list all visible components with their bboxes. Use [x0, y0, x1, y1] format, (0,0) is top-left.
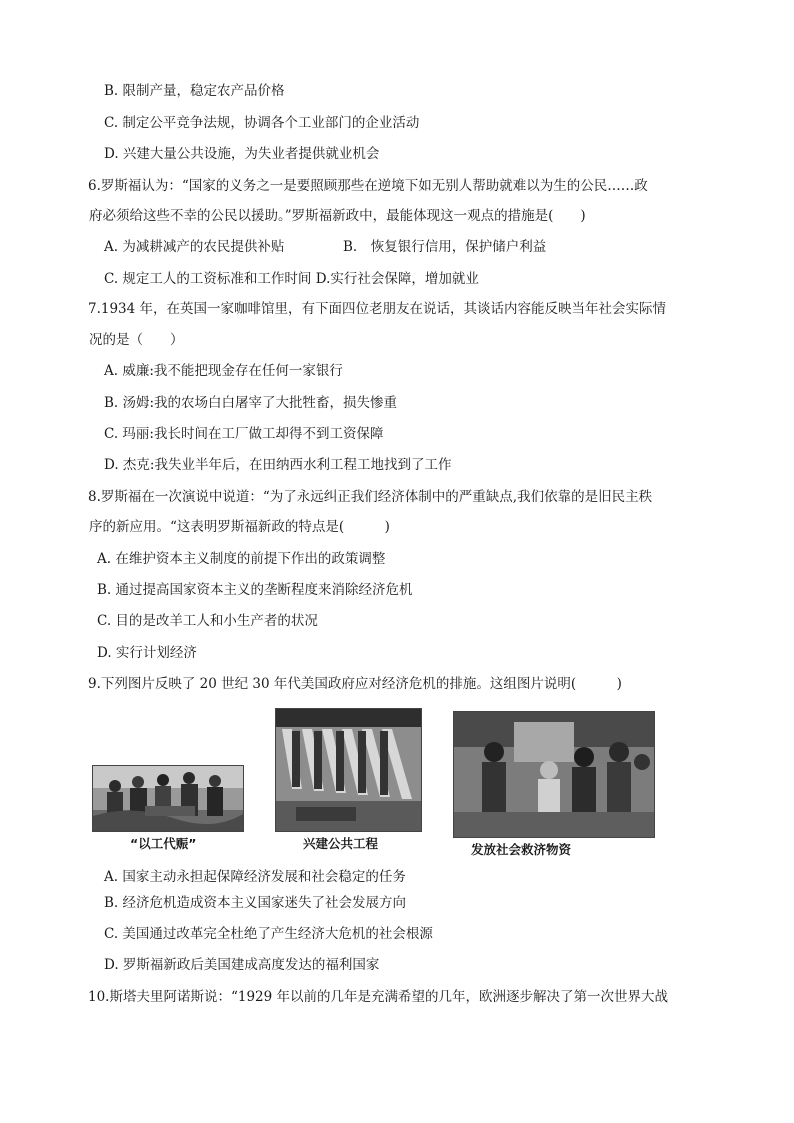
- photo-relief-supplies: [453, 711, 655, 838]
- q8-option-a: A. 在维护资本主义制度的前提下作出的政策调整: [97, 551, 386, 567]
- q6-option-b: B. 恢复银行信用，保护储户利益: [343, 239, 547, 255]
- q9-stem: 9.下列图片反映了 20 世纪 30 年代美国政府应对经济危机的排施。这组图片说明( ): [88, 676, 622, 692]
- caption-public-works: 兴建公共工程: [303, 836, 379, 851]
- photo-work-relief: [92, 765, 244, 832]
- q5-option-b: B. 限制产量，稳定农产品价格: [104, 83, 285, 99]
- q9-option-a: A. 国家主动永担起保障经济发展和社会稳定的任务: [104, 869, 406, 885]
- q6-option-a: A. 为减耕减产的农民提供补贴: [104, 239, 285, 255]
- q6-option-c-d: C. 规定工人的工资标准和工作时间 D.实行社会保障，增加就业: [104, 271, 479, 287]
- q7-stem-line2: 况的是（ ）: [89, 332, 184, 348]
- q9-option-c: C. 美国通过改革完全杜绝了产生经济大危机的社会根源: [104, 926, 433, 942]
- caption-relief-supplies: 发放社会救济物资: [471, 842, 572, 857]
- q9-option-d: D. 罗斯福新政后美国建成高度发达的福利国家: [104, 957, 380, 973]
- q6-stem-line2: 府必须给这些不幸的公民以援助。”罗斯福新政中，最能体现这一观点的措施是( ): [89, 208, 586, 224]
- q5-option-c: C. 制定公平竞争法规，协调各个工业部门的企业活动: [104, 115, 420, 131]
- q8-option-c: C. 目的是改羊工人和小生产者的状况: [97, 613, 318, 629]
- q6-stem-line1: 6.罗斯福认为：“国家的义务之一是要照顾那些在逆境下如无别人帮助就难以为生的公民……政: [88, 178, 648, 194]
- q7-stem-line1: 7.1934 年，在英国一家咖啡馆里，有下面四位老朋友在说话，其谈话内容能反映当年社会实际情: [88, 301, 667, 317]
- q7-option-b: B. 汤姆:我的农场白白屠宰了大批牲畜，损失惨重: [104, 395, 398, 411]
- q5-option-d: D. 兴建大量公共设施，为失业者提供就业机会: [104, 146, 380, 162]
- caption-work-relief: “以工代赈”: [130, 836, 197, 851]
- q9-option-b: B. 经济危机造成资本主义国家迷失了社会发展方向: [104, 895, 407, 911]
- photo-public-works: [275, 708, 422, 832]
- q8-option-b: B. 通过提高国家资本主义的垄断程度来消除经济危机: [97, 582, 413, 598]
- q8-stem-line2: 序的新应用。“这表明罗斯福新政的特点是( ): [89, 519, 390, 535]
- q7-option-a: A. 威廉:我不能把现金存在任何一家银行: [104, 363, 343, 379]
- q7-option-d: D. 杰克:我失业半年后，在田纳西水利工程工地找到了工作: [104, 457, 452, 473]
- q10-stem-line1: 10.斯塔夫里阿诺斯说：“1929 年以前的几年是充满希望的几年，欧洲逐步解决了第一次世界大战: [88, 989, 669, 1005]
- q7-option-c: C. 玛丽:我长时间在工厂做工却得不到工资保障: [104, 426, 384, 442]
- q8-stem-line1: 8.罗斯福在一次演说中说道：“为了永远纠正我们经济体制中的严重缺点,我们依靠的是旧民主秩: [88, 489, 653, 505]
- q8-option-d: D. 实行计划经济: [97, 645, 197, 661]
